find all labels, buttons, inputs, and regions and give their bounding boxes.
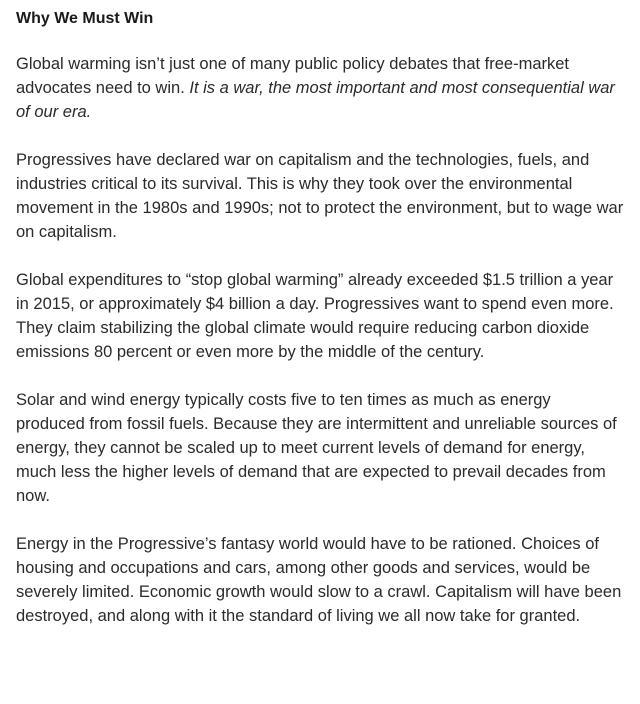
paragraph-1-italic-text: It is a war, the most important and most consequential war of our era. [16,79,615,121]
paragraph-5: Energy in the Progressive’s fantasy world would have to be rationed. Choices of housing and occupations and cars, among other goods and services, would be severely limited. Economic growth would slow to a crawl. Capitalism will have been destroyed, and along with it the standard of living we all now take for granted. [16,535,622,625]
paragraph-3: Global expenditures to “stop global warming” already exceeded $1.5 trillion a year in 2015, or approximately $4 billion a day. Progressives want to spend even more. They claim stabilizing the global climate would require reducing carbon dioxide emissions 80 percent or even more by the middle of the century. [16,271,614,361]
paragraph-1-text: Global warming isn’t just one of many public policy debates that free-market advocates need to win. [16,55,570,97]
paragraph-1 [16,52,624,124]
paragraph-2: Progressives have declared war on capitalism and the technologies, fuels, and industries critical to its survival. This is why they took over the environmental movement in the 1980s and 1990s; not to protect the environment, but to wage war on capitalism. [16,151,624,241]
paragraph-4: Solar and wind energy typically costs five to ten times as much as energy produced from fossil fuels. Because they are intermittent and unreliable sources of energy, they cannot be scaled up to meet current levels of demand for energy, much less the higher levels of demand that are expected to prevail decades from now. [16,391,617,505]
article-heading: Why We Must Win [16,10,154,27]
